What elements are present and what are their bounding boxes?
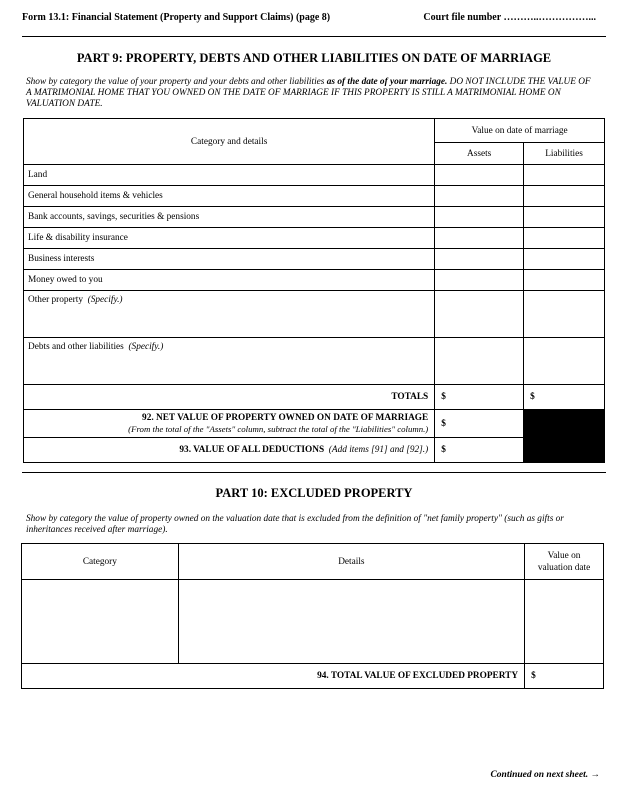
part9-instructions: Show by category the value of your property and your debts and other liabilities as of the date of your marriage. DO NOT INCLUDE THE VALUE OF A MATRIMONIAL HOME THAT YOU OWNED ON THE DATE OF MARRIAGE IF THIS PROPERTY IS STILL A MATRIMONIAL HOME ON VALUATION DATE. — [26, 77, 591, 109]
assets-cell[interactable] — [435, 207, 524, 228]
totals-label: TOTALS — [24, 385, 435, 410]
continued-note: Continued on next sheet. → — [490, 770, 600, 780]
liabilities-cell[interactable] — [524, 249, 605, 270]
row-other-property — [24, 291, 605, 338]
item-93-label: 93. VALUE OF ALL DEDUCTIONS (Add items [91] and [92].) — [24, 438, 435, 463]
excluded-property-row — [22, 580, 604, 664]
row-label: Life & disability insurance — [24, 228, 435, 249]
part10-instructions: Show by category the value of property owned on the valuation date that is excluded from the definition of "net family property" (such as gifts or inheritances received after marriage). — [26, 514, 564, 535]
totals-assets-cell[interactable]: $ — [435, 385, 524, 410]
liabilities-cell[interactable] — [524, 228, 605, 249]
item-94-label: 94. TOTAL VALUE OF EXCLUDED PROPERTY — [22, 664, 525, 689]
row-debts — [24, 338, 605, 385]
row-label: Debts and other liabilities (Specify.) — [24, 338, 435, 385]
row-label: Money owed to you — [24, 270, 435, 291]
blacked-out-cell — [524, 410, 605, 438]
row-household — [24, 186, 605, 207]
value-on-marriage-header: Value on date of marriage — [435, 119, 605, 143]
assets-cell[interactable] — [435, 165, 524, 186]
part10-table — [21, 543, 604, 689]
assets-cell[interactable] — [435, 291, 524, 338]
row-item-92 — [24, 410, 605, 438]
row-bank — [24, 207, 605, 228]
details-cell[interactable] — [178, 580, 524, 664]
row-totals — [24, 385, 605, 410]
liabilities-cell[interactable] — [524, 291, 605, 338]
court-file-number-label: Court file number ………..……………... — [423, 12, 596, 23]
assets-cell[interactable] — [435, 186, 524, 207]
form-title: Form 13.1: Financial Statement (Property and Support Claims) (page 8) — [22, 12, 331, 23]
value-cell[interactable] — [525, 580, 604, 664]
liabilities-header: Liabilities — [524, 143, 605, 165]
section-divider — [22, 472, 606, 473]
totals-liabilities-cell[interactable]: $ — [524, 385, 605, 410]
liabilities-cell[interactable] — [524, 207, 605, 228]
header-divider — [22, 36, 606, 37]
item-92-label: 92. NET VALUE OF PROPERTY OWNED ON DATE OF MARRIAGE (From the total of the "Assets" column, subtract the total of the "Liabilities" column.) — [24, 410, 435, 438]
row-insurance — [24, 228, 605, 249]
category-header: Category and details — [24, 119, 435, 165]
row-item-93 — [24, 438, 605, 463]
row-label: Other property (Specify.) — [24, 291, 435, 338]
assets-header: Assets — [435, 143, 524, 165]
liabilities-cell[interactable] — [524, 186, 605, 207]
blacked-out-cell — [524, 438, 605, 463]
row-business — [24, 249, 605, 270]
item-93-amount-cell[interactable]: $ — [435, 438, 524, 463]
liabilities-cell[interactable] — [524, 270, 605, 291]
part9-title: PART 9: PROPERTY, DEBTS AND OTHER LIABILITIES ON DATE OF MARRIAGE — [76, 51, 552, 65]
assets-cell[interactable] — [435, 228, 524, 249]
part10-title: PART 10: EXCLUDED PROPERTY — [215, 486, 413, 500]
assets-cell[interactable] — [435, 270, 524, 291]
row-label: Business interests — [24, 249, 435, 270]
category-cell[interactable] — [22, 580, 179, 664]
item-92-amount-cell[interactable]: $ — [435, 410, 524, 438]
value-on-valuation-date-header: Value on valuation date — [525, 544, 604, 580]
liabilities-cell[interactable] — [524, 338, 605, 385]
row-land — [24, 165, 605, 186]
category-header: Category — [22, 544, 179, 580]
specify-note: (Specify.) — [87, 295, 123, 305]
row-label: Bank accounts, savings, securities & pensions — [24, 207, 435, 228]
row-item-94 — [22, 664, 604, 689]
row-label: General household items & vehicles — [24, 186, 435, 207]
specify-note: (Specify.) — [128, 342, 164, 352]
item-94-amount-cell[interactable]: $ — [525, 664, 604, 689]
details-header: Details — [178, 544, 524, 580]
assets-cell[interactable] — [435, 249, 524, 270]
row-label: Land — [24, 165, 435, 186]
assets-cell[interactable] — [435, 338, 524, 385]
part9-table — [23, 118, 605, 463]
row-money-owed — [24, 270, 605, 291]
liabilities-cell[interactable] — [524, 165, 605, 186]
